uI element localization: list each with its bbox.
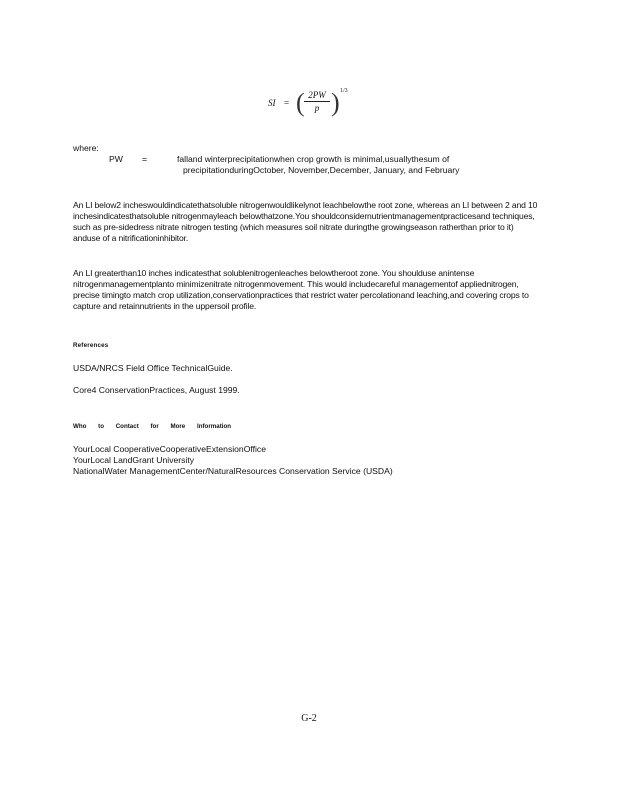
contact-heading (73, 421, 241, 432)
pw-equals: = (142, 154, 148, 164)
formula-left-paren: ( (296, 88, 305, 117)
contact-heading-word: Information (197, 423, 232, 430)
paragraph-low-index: An LI below2 incheswouldindicatethatsoluble nitrogenwouldlikelynot leachbelowthe root zone, whereas an LI between 2 and 10 inchesindicatesthatsoluble nitrogenmayleach belowthatzone.You shouldconsidernutrientmanagementpracticesand techniques, such as pre-sidedress nitrate nitrogen testing (which measures soil nitrate duringthe growingseason ratherthan prior to it) anduse of a nitrificationinhibitor. (73, 200, 538, 243)
leaching-index-formula (268, 88, 358, 122)
formula-fraction-bar (304, 101, 330, 102)
pw-definition-line-1: falland winterprecipitationwhen crop growth is minimal,usuallythesum of (177, 154, 450, 164)
paragraph-high-index: An LI greaterthan10 inches indicatesthat solublenitrogenleaches belowtheroot zone. You shoulduse anintense nitrogenmanagementplanto minimizenitrate nitrogenmovement. This would includecareful managementof appliednitrogen, precise timingto match crop utilization,conservationpractices that restrict water percolationand leaching,and covering crops to capture and retainnutrients in the uppersoil profile. (73, 268, 529, 311)
formula-lhs: SI (268, 98, 276, 108)
contact-heading-word: Who (73, 423, 87, 430)
pw-definition-line-2: precipitationduringOctober, November,December, January, and February (183, 165, 460, 175)
pw-symbol: PW (109, 154, 123, 164)
contact-line: YourLocal CooperativeCooperativeExtensionOffice (73, 444, 267, 454)
contact-heading-word: for (150, 423, 159, 430)
formula-numerator: 2PW (308, 90, 326, 100)
formula-denominator: p (314, 103, 320, 113)
contact-heading-word: Contact (115, 423, 139, 430)
references-heading: References (73, 342, 109, 349)
contact-heading-word: to (98, 423, 104, 430)
page-number: G-2 (301, 713, 317, 724)
reference-item: Core4 ConservationPractices, August 1999. (73, 385, 240, 395)
formula-equals: = (284, 98, 290, 108)
pw-definition (109, 154, 529, 178)
formula-exponent: 1/3 (340, 88, 348, 94)
formula-right-paren: ) (331, 88, 340, 117)
reference-item: USDA/NRCS Field Office TechnicalGuide. (73, 363, 233, 373)
contact-line: YourLocal LandGrant University (73, 455, 195, 465)
where-label: where: (73, 143, 99, 153)
contact-heading-word: More (170, 423, 186, 430)
contact-line: NationalWater ManagementCenter/NaturalResources Conservation Service (USDA) (73, 466, 393, 476)
